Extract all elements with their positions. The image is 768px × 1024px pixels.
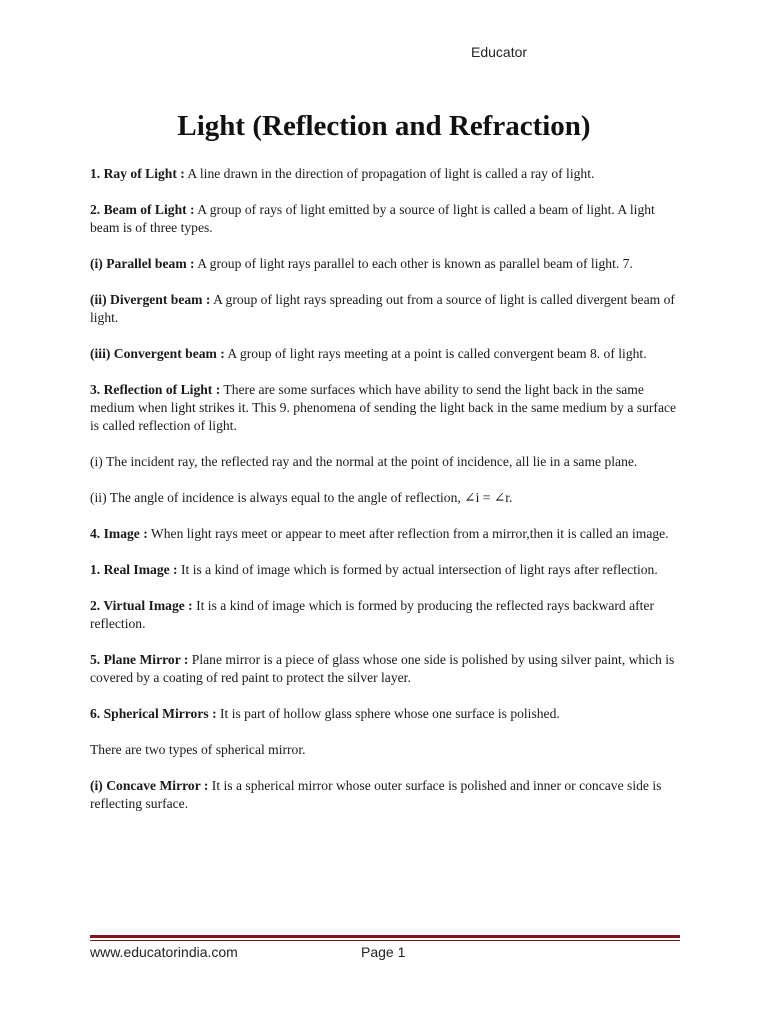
paragraph-text: A group of light rays parallel to each other is known as parallel beam of light. 7. [194,256,633,271]
paragraph-text: A group of light rays meeting at a point is called convergent beam 8. of light. [224,346,647,361]
paragraph-text: There are two types of spherical mirror. [90,742,306,757]
paragraph-law-one [90,453,684,471]
paragraph-term: (i) Parallel beam : [90,256,195,271]
paragraph-convergent-beam [90,345,684,363]
paragraph-beam-of-light [90,201,684,237]
paragraph-text: It is a kind of image which is formed by actual intersection of light rays after reflection. [177,562,658,577]
paragraph-text: (i) The incident ray, the reflected ray and the normal at the point of incidence, all lie in a same plane. [90,454,638,469]
paragraph-text: It is part of hollow glass sphere whose one surface is polished. [216,706,560,721]
footer-page-number: Page 1 [361,944,406,960]
paragraph-term: 2. Beam of Light : [90,202,195,217]
paragraph-text: There are some surfaces which have ability to send the light back in the same medium when light strikes it. This 9. phenomena of sending the light back in the same medium by a surface is called reflection of light. [90,382,677,433]
header-brand: Educator [471,44,528,60]
paragraph-term: 2. Virtual Image : [90,598,193,613]
paragraph-image [90,525,684,543]
paragraph-text: When light rays meet or appear to meet after reflection from a mirror,then it is called an image. [147,526,669,541]
paragraph-text: A line drawn in the direction of propagation of light is called a ray of light. [184,166,595,181]
paragraph-term: 1. Real Image : [90,562,178,577]
footer-website-url: www.educatorindia.com [90,944,238,960]
paragraph-reflection-of-light [90,381,684,435]
paragraph-ray-of-light [90,165,684,183]
paragraph-spherical-mirrors [90,705,684,723]
paragraph-term: 3. Reflection of Light : [90,382,221,397]
paragraph-text: It is a spherical mirror whose outer surface is polished and inner or concave side is reflecting surface. [90,778,662,811]
paragraph-text: Plane mirror is a piece of glass whose one side is polished by using silver paint, which is covered by a coating of red paint to protect the silver layer. [90,652,675,685]
paragraph-term: 5. Plane Mirror : [90,652,189,667]
paragraph-text: A group of rays of light emitted by a source of light is called a beam of light. A light beam is of three types. [90,202,655,235]
footer-divider-thick [90,935,680,938]
paragraph-text: It is a kind of image which is formed by producing the reflected rays backward after reflection. [90,598,654,631]
paragraph-term: (ii) Divergent beam : [90,292,211,307]
paragraph-concave-mirror [90,777,684,813]
paragraph-plane-mirror [90,651,684,687]
paragraph-term: (iii) Convergent beam : [90,346,225,361]
paragraph-parallel-beam [90,255,684,273]
paragraph-text: A group of light rays spreading out from a source of light is called divergent beam of light. [90,292,675,325]
document-body [90,165,684,831]
footer-divider-thin [90,940,680,941]
paragraph-law-two [90,489,684,507]
paragraph-term: 1. Ray of Light : [90,166,185,181]
paragraph-term: 4. Image : [90,526,148,541]
paragraph-divergent-beam [90,291,684,327]
page-title: Light (Reflection and Refraction) [177,110,591,142]
paragraph-text: (ii) The angle of incidence is always equal to the angle of reflection, ∠i = ∠r. [90,490,513,505]
paragraph-term: (i) Concave Mirror : [90,778,209,793]
paragraph-term: 6. Spherical Mirrors : [90,706,217,721]
paragraph-real-image [90,561,684,579]
paragraph-spherical-types [90,741,684,759]
paragraph-virtual-image [90,597,684,633]
